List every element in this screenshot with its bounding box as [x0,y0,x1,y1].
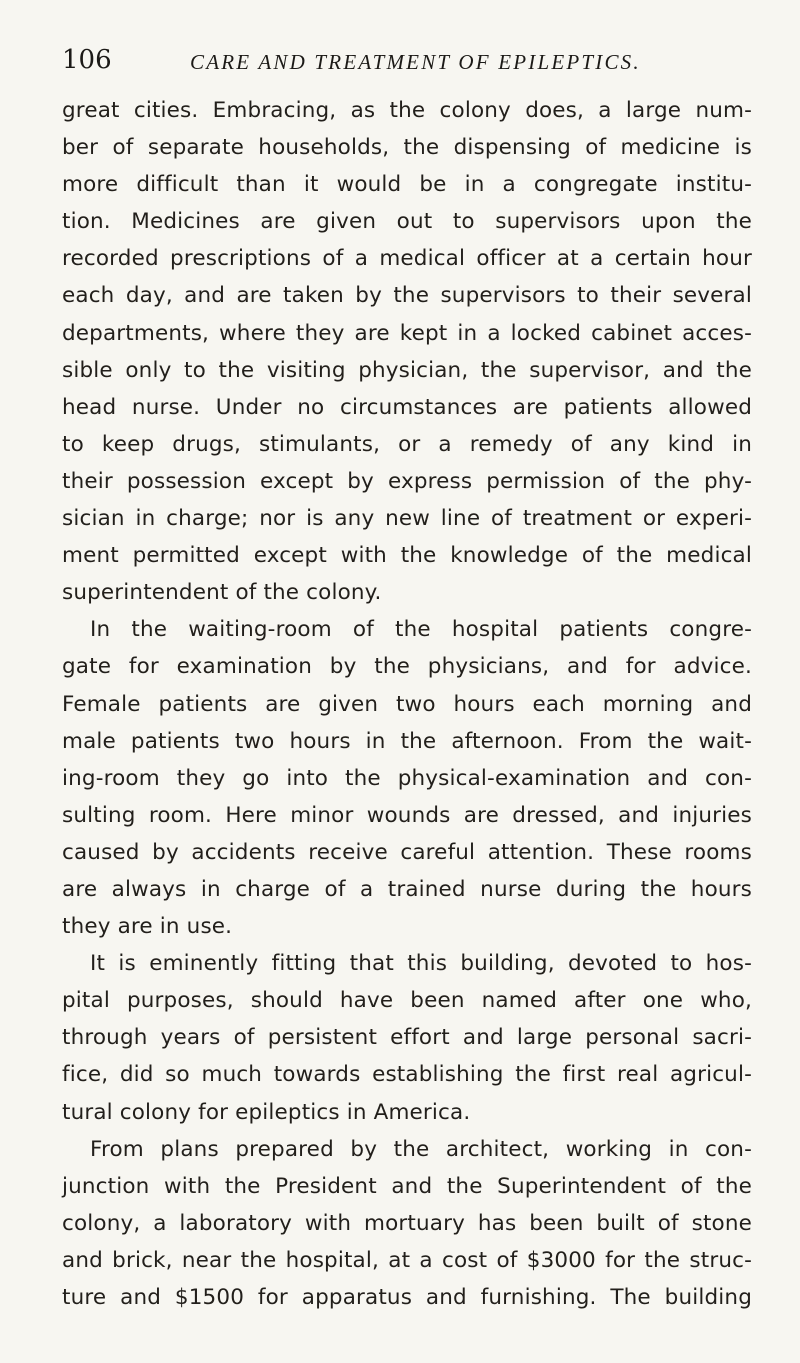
text-line: gate for examination by the physicians, and for advice. [62,654,752,680]
text-line: colony, a laboratory with mortuary has been built of stone [62,1210,752,1236]
body-text [62,92,752,1316]
text-line: they are in use. [62,914,233,940]
text-line: sician in charge; nor is any new line of treatment or experi- [62,506,752,532]
running-head [62,40,752,80]
text-line: In the waiting-room of the hospital patients congre- [90,617,752,643]
text-line: sulting room. Here minor wounds are dressed, and injuries [62,802,752,828]
text-line: It is eminently fitting that this building, devoted to hos- [90,951,752,977]
text-line: male patients two hours in the afternoon. From the wait- [62,728,752,754]
text-line: through years of persistent effort and large personal sacri- [62,1025,752,1051]
text-line: Female patients are given two hours each morning and [62,691,752,717]
text-line: sible only to the visiting physician, the supervisor, and the [62,357,752,383]
running-title: CARE AND TREATMENT OF EPILEPTICS. [190,50,641,74]
page-number: 106 [62,45,112,75]
text-line: to keep drugs, stimulants, or a remedy of any kind in [62,431,752,457]
text-line: ture and $1500 for apparatus and furnishing. The building [62,1285,752,1310]
text-line: are always in charge of a trained nurse during the hours [62,876,752,902]
text-line: and brick, near the hospital, at a cost of $3000 for the struc- [62,1247,752,1273]
text-line: head nurse. Under no circumstances are patients allowed [62,394,752,420]
text-line: their possession except by express permission of the phy- [62,468,752,494]
text-line: pital purposes, should have been named after one who, [62,988,752,1014]
text-line: departments, where they are kept in a locked cabinet acces- [62,320,752,346]
text-line: recorded prescriptions of a medical officer at a certain hour [62,246,752,272]
text-line: more difficult than it would be in a congregate institu- [62,172,752,198]
text-line: great cities. Embracing, as the colony does, a large num- [62,98,752,123]
text-line: each day, and are taken by the supervisors to their several [62,283,752,309]
text-line: tion. Medicines are given out to supervisors upon the [62,209,752,235]
text-line: fice, did so much towards establishing the first real agricul- [62,1062,752,1088]
text-line: tural colony for epileptics in America. [62,1099,471,1125]
text-line: ing-room they go into the physical-examination and con- [62,765,752,791]
text-line: junction with the President and the Superintendent of the [62,1173,752,1199]
text-line: superintendent of the colony. [62,580,382,606]
text-line: caused by accidents receive careful attention. These rooms [62,839,752,865]
text-line: ment permitted except with the knowledge of the medical [62,543,752,569]
text-line: From plans prepared by the architect, working in con- [90,1136,752,1162]
text-line: ber of separate households, the dispensing of medicine is [62,135,752,161]
